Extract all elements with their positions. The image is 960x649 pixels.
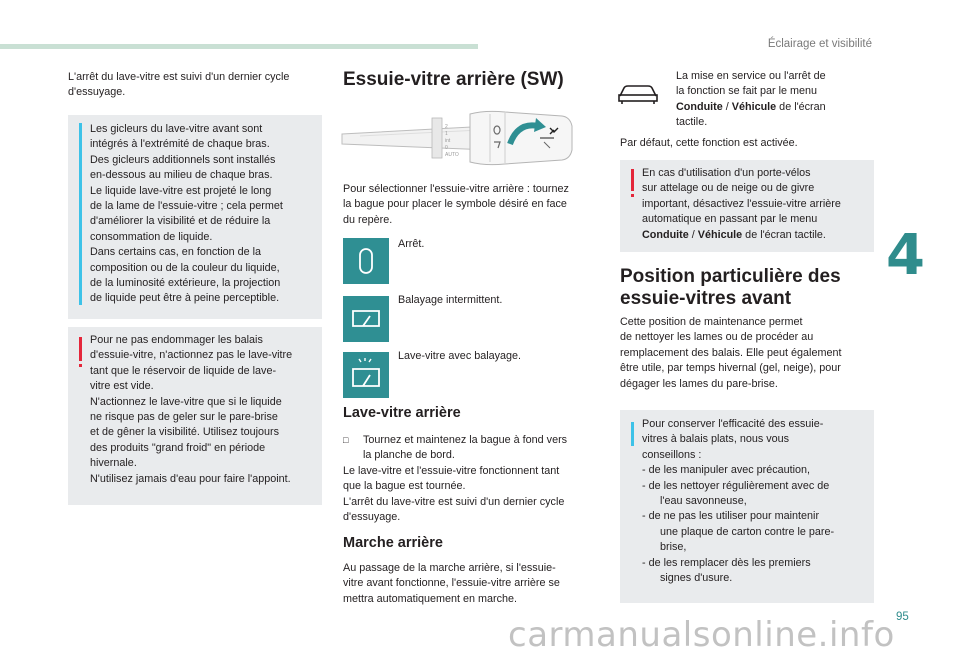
- warning-marker-icon: [631, 169, 634, 191]
- rear-washer-step: □ Tournez et maintenez la bague à fond vers la planche de bord.: [343, 434, 568, 462]
- car-icon: [616, 80, 660, 106]
- info-box-blades: [620, 410, 874, 603]
- arrow-bullet-icon: □: [343, 435, 349, 445]
- select-paragraph: Pour sélectionner l'essuie-vitre arrière : tournez la bague pour placer le symbole désiré en face du repère.: [343, 183, 569, 226]
- chapter-title: Éclairage et visibilité: [767, 38, 872, 50]
- stop-icon: [343, 238, 389, 284]
- default-text: Par défaut, cette fonction est activée.: [620, 137, 798, 149]
- mode-label-washer: Lave-vitre avec balayage.: [398, 350, 522, 362]
- warning-box-text: Pour ne pas endommager les balais d'essuie-vitre, n'actionnez pas le lave-vitre tant que le réservoir de liquide de lave- vitre est vide. N'actionnez le lave-vitre que si le liquide ne risque pas de geler sur le pare-brise et de gêner la visibilité. Utilisez toujours des produits "grand froid" en période hivernale. N'utilisez jamais d'eau pour faire l'appoint.: [90, 334, 293, 485]
- info-box-text: Pour conserver l'efficacité des essuie- vitres à balais plats, nous vous conseillons : - de les manipuler avec précaution, - de les nettoyer régulièrement avec de l'eau savonneuse, - de ne pas les utiliser pour maintenir une plaque de carton contre le pare- brise, - de les remplacer dès les premiers signes d'usure.: [642, 417, 872, 586]
- subtitle-rear-washer: Lave-vitre arrière: [343, 405, 461, 421]
- subtitle-reverse: Marche arrière: [343, 535, 443, 551]
- info-marker-icon: [631, 422, 634, 446]
- rear-washer-paragraph: Le lave-vitre et l'essuie-vitre fonctionnent tant que la bague est tournée. L'arrêt du lave-vitre est suivi d'un dernier cycle d'essuyage.: [343, 465, 565, 524]
- watermark: carmanualsonline.info: [508, 615, 895, 649]
- menu-paragraph: La mise en service ou l'arrêt de la fonction se fait par le menu Conduite / Véhicule de l'écran tactile.: [676, 70, 826, 129]
- section-title-rear-wiper: Essuie-vitre arrière (SW): [343, 69, 564, 90]
- wiper-stalk-illustration: [340, 108, 580, 168]
- info-box-nozzles: [68, 115, 322, 319]
- intro-paragraph: L'arrêt du lave-vitre est suivi d'un dernier cycle d'essuyage.: [68, 71, 290, 99]
- mode-label-intermittent: Balayage intermittent.: [398, 294, 503, 306]
- svg-text:1: 1: [445, 131, 448, 137]
- maintenance-paragraph: Cette position de maintenance permet de nettoyer les lames ou de procéder au remplacement des balais. Elle peut également être utile, par temps hivernal (gel, neige), pour dégager les lames du pare-brise.: [620, 316, 842, 390]
- chapter-number: 4: [886, 223, 925, 288]
- mode-label-stop: Arrêt.: [398, 238, 425, 250]
- warning-marker-icon: [79, 337, 82, 361]
- reverse-paragraph: Au passage de la marche arrière, si l'essuie- vitre avant fonctionne, l'essuie-vitre arrière se mettra automatiquement en marche.: [343, 562, 560, 605]
- warning-box-wipers: [68, 327, 322, 505]
- washer-wipe-icon: [343, 352, 389, 398]
- info-box-text: Les gicleurs du lave-vitre avant sont intégrés à l'extrémité de chaque bras. Des gicleurs additionnels sont installés en-dessous au milieu de chaque bras. Le liquide lave-vitre est projeté le long de la lame de l'essuie-vitre ; cela permet d'améliorer la visibilité et de réduire la consommation de liquide. Dans certains cas, en fonction de la composition ou de la couleur du liquide, de la luminosité extérieure, la projection de liquide peut être à peine perceptible.: [90, 123, 283, 305]
- stalk-label-zero: 0: [445, 145, 448, 151]
- section-title-maintenance: Position particulière des essuie-vitres avant: [620, 266, 841, 309]
- svg-text:int: int: [445, 138, 451, 144]
- list-item: - de les manipuler avec précaution,: [642, 464, 811, 477]
- warning-box-bike-rack: [620, 160, 874, 252]
- list-item: - de les nettoyer régulièrement avec de l'eau savonneuse,: [642, 479, 830, 508]
- header-rule: [0, 44, 478, 49]
- intermittent-wipe-icon: [343, 296, 389, 342]
- info-marker-icon: [79, 123, 82, 305]
- list-item: - de ne pas les utiliser pour maintenir une plaque de carton contre le pare- brise,: [642, 510, 835, 554]
- stalk-label-auto: AUTO: [445, 152, 459, 158]
- list-item: - de les remplacer dès les premiers signes d'usure.: [642, 556, 811, 585]
- svg-text:2: 2: [445, 124, 448, 130]
- page-number: 95: [896, 611, 909, 623]
- warning-box-text: En cas d'utilisation d'un porte-vélos sur attelage ou de neige ou de givre important, désactivez l'essuie-vitre arrière automatique en passant par le menu Conduite / Véhicule de l'écran tactile.: [642, 167, 841, 241]
